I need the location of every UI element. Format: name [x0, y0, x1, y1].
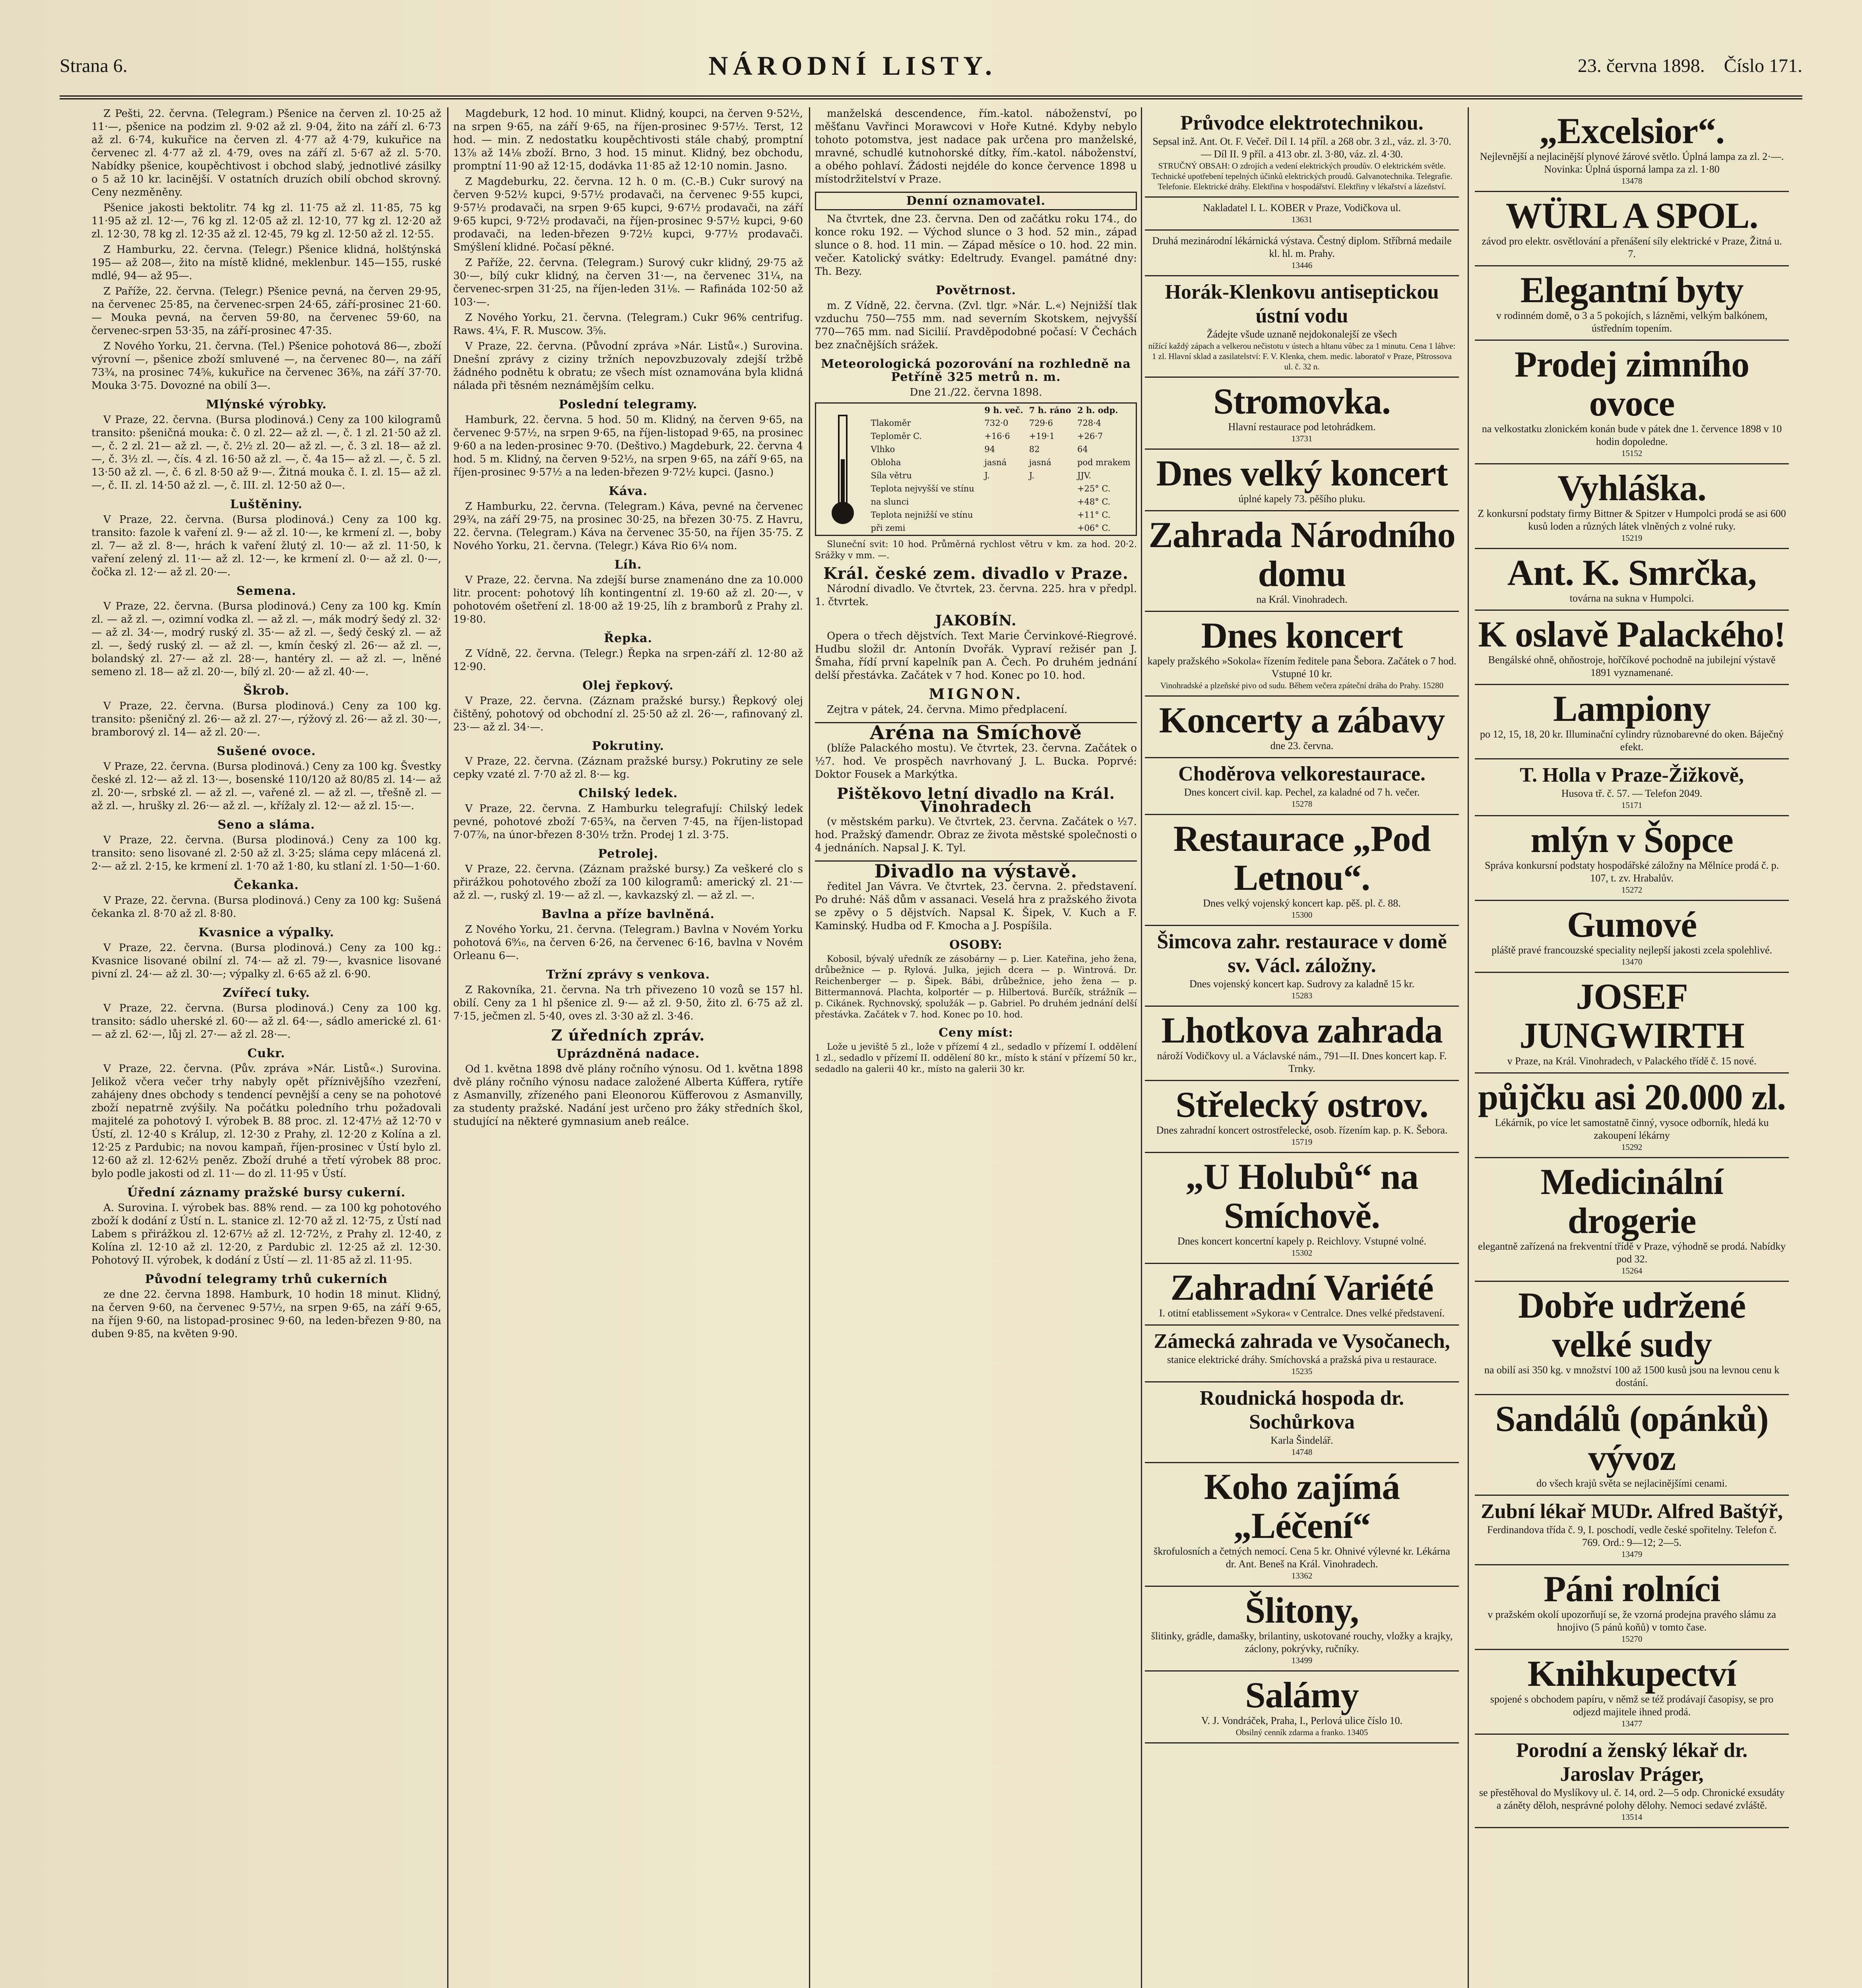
meteo-cell: 2 h. odp. [1077, 405, 1118, 415]
section-title: Pištěkovo letní divadlo na Král. Vinohradech [836, 784, 1115, 815]
ad-text: kapely pražského »Sokola« řízením ředitele pana Šebora. Začátek o 7 hod. Vstupné 10 kr. [1147, 655, 1457, 679]
advertisement [1145, 1081, 1459, 1153]
advertisement [1145, 612, 1459, 697]
ad-headline: Prodej zimního ovoce [1515, 344, 1749, 423]
paragraph: Z Magdeburku, 22. června. 12 h. 0 m. (C.-B.) Cukr surový na červen 9·52½ kupci, 9·57½ prodavači, na červenec 9·55 kupci, 9·57½ prodavači, na srpen 9·65 kupci, 9·67½ prodavači, na září 9·65 kupci, 9·72½ prodavači, na říjen-prosinec 9·57½ kupci, 9·60 prodavači, na leden-březen 9·72½ kupci, 9·77½ prodavači. Smýšlení klidné. Počasí pěkné. [453, 176, 803, 253]
paragraph: V Praze, 22. června. (Bursa plodinová.) Ceny za 100 kg. Švestky české zl. 12·— až zl. 13·—, bosenské 110/120 až 80/85 zl. 14·— až zl. 20·—, srbské zl. — až zl. —, vařené zl. — až zl. —, třešně zl. — až zl. —, hrušky zl. 26·— až zl. —, křížaly zl. 12·— až zl. 15·—. [91, 761, 441, 812]
text-column-2 [453, 107, 803, 1988]
section-title: Původní telegramy trhů cukerních [145, 1272, 388, 1286]
meteo-cell: 94 [984, 445, 995, 454]
paragraph: V Praze, 22. června. (Bursa plodinová.) Ceny za 100 kg. Kmín zl. — až zl. —, ozimní vodka zl. — až zl. —, mák modrý šedý zl. 32·— až zl. 34·—, modrý ruský zl. 35·— až zl. —, šedý český zl. — až zl. —, šedý ruský zl. — až zl. —, kmín český zl. 26·— až zl. —, bolandský zl. 27·— až zl. 28·—, hantéry zl. — až zl. —, lněné semeno zl. 18— až zl. 20·—, bílý zl. 20·— až zl. 40·—. [91, 600, 441, 678]
advertisement [1475, 1496, 1789, 1565]
ad-headline: Stromovka. [1213, 381, 1391, 421]
ad-headline: Elegantní byty [1520, 270, 1744, 310]
advertisement [1475, 192, 1789, 266]
meteo-row [869, 456, 1136, 469]
paragraph: Z Hamburku, 22. června. (Telegr.) Pšenice klidná, holštýnská 195— až 208—, žito na místě klidné, meklenbur. 145—155, ruské mdlé, 94— až 95—. [91, 244, 441, 282]
ad-text: v rodinném domě, o 3 a 5 pokojích, s lázněmi, velkým balkónem, ústředním topením. [1496, 310, 1768, 334]
ad-text: úplné kapely 73. pěšího pluku. [1238, 493, 1365, 505]
ad-headline: K oslavě Palackého! [1478, 614, 1786, 654]
ad-text: spojené s obchodem papíru, v němž se též prodávají časopisy, se pro odjezd majitele ihned prodá. [1490, 1693, 1774, 1718]
paragraph: V Praze, 22. června. Z Hamburku telegrafují: Chilský ledek pevné, pohotové zboží 7·65¾, na červen 7·45, na říjen-listopad 7·07⅞, na únor-březen 8·30½ tržn. Prodej 1 zl. 3·75. [453, 803, 803, 841]
issue-date: 23. června 1898. [1577, 55, 1705, 76]
ad-footnote: 15235 [1291, 1367, 1313, 1376]
advertisement [1145, 1153, 1459, 1264]
paragraph: V Praze, 22. června. (Bursa plodinová.) Ceny za 100 kg.: Kvasnice lisované obilní zl. 74·— až zl. 79·—, kvasnice lisované pivní zl. 24·— až zl. 30·—; výpalky zl. 6·65 až zl. 6·90. [91, 942, 441, 980]
meteo-note: Sluneční svit: 10 hod. Průměrná rychlost větru v km. za hod. 20·2. Srážky v mm. —. [815, 540, 1137, 561]
meteo-row [869, 509, 1136, 522]
advertisement [1475, 266, 1789, 341]
advertisement [1475, 1650, 1789, 1735]
paragraph: V Praze, 22. června. (Bursa plodinová.) Ceny za 100 kg. transito: seno lisované zl. 2·50 až zl. 3·25; sláma cepy mlácená zl. 2·— až zl. 2·15, ke krmení zl. 1·70 až 1·80, ku stlaní zl. 1·50—1·60. [91, 834, 441, 872]
ad-text: Lékárník, po více let samostatně činný, vysoce odborník, hledá ku zakoupení lékárny [1495, 1117, 1769, 1141]
advertisement [1475, 759, 1789, 816]
meteo-cell: 82 [1029, 445, 1040, 454]
section-title: JAKOBÍN. [935, 612, 1017, 629]
ad-text: V. J. Vondráček, Praha, I., Perlová ulice číslo 10. [1201, 1715, 1403, 1726]
section-title: Řepka. [604, 631, 652, 645]
page-number: Strana 6. [60, 55, 128, 76]
ad-footnote: 13478 [1621, 176, 1643, 186]
section-title: Denní oznamovatel. [815, 192, 1137, 210]
ad-headline: Zahradní Variété [1170, 1267, 1433, 1308]
advertisement [1145, 758, 1459, 815]
ad-footnote: 15219 [1621, 533, 1643, 543]
advertisement [1475, 973, 1789, 1074]
section-title: Úřední záznamy pražské bursy cukerní. [127, 1186, 406, 1200]
meteo-cell: 728·4 [1077, 418, 1102, 428]
ad-headline: WÜRL A SPOL. [1505, 195, 1758, 236]
advertisement [1145, 926, 1459, 1007]
ad-text: Dnes koncert koncertní kapely p. Reichlovy. Vstupné volné. [1177, 1235, 1427, 1247]
advertisement [1145, 1264, 1459, 1326]
paragraph: Zejtra v pátek, 24. června. Mimo předplacení. [827, 704, 1068, 716]
paragraph: V Praze, 22. června. Na zdejší burse znamenáno dne za 10.000 litr. procent: pohotový líh kontingentní zl. 19·60 až zl. 20·—, v pohotovém ošetření zl. 18·00 až 19·25, líh z bramborů z Prahy zl. 19·80. [453, 574, 803, 625]
text-column-3 [815, 107, 1137, 1988]
section-title: Mlýnské výrobky. [206, 398, 327, 412]
advertisement-area [1145, 107, 1789, 1988]
section-title: Ceny míst: [939, 1026, 1013, 1040]
advertisement [1145, 1587, 1459, 1672]
meteo-table [869, 404, 1136, 535]
meteo-cell: Teplota nejvyšší ve stínu [871, 484, 974, 493]
ad-text: Nejlevnější a nejlacinější plynové žárové světlo. Úplná lampa za zl. 2·—. Novinka: Úplná úsporná lampa za zl. 1·80 [1480, 151, 1784, 175]
meteo-cell: J. [984, 471, 990, 480]
text-column-1 [91, 107, 441, 1988]
paragraph: V Praze, 22. června. (Záznam pražské bursy.) Řepkový olej čištěný, pohotový od obchodní zl. 25·50 až zl. 26·—, rafinovaný zl. 23·— až zl. 34·—. [453, 695, 803, 733]
ad-footnote: 13514 [1621, 1812, 1643, 1822]
ad-footnote: 14748 [1291, 1447, 1313, 1457]
paragraph: Z Nového Yorku, 21. června. (Telegram.) Bavlna v Novém Yorku pohotová 6⁹⁄₁₆, na červen 6·26, na červenec 6·16, bavlna v Novém Orleanu 6—. [453, 924, 803, 962]
column-rule [1468, 107, 1469, 1988]
ads-column-left [1145, 107, 1459, 1988]
paragraph: ředitel Jan Vávra. Ve čtvrtek, 23. června. 2. představení. Po druhé: Náš dům v assanaci. Veselá hra z pražského života se zpěvy o 5 dějstvích. Napsal K. Šipek, V. Kuch a F. Kaminský. Hudba od F. Kmocha a J. Pospíšila. [815, 881, 1137, 932]
meteo-cell [1028, 495, 1076, 509]
advertisement [1145, 1007, 1459, 1081]
section-title: Olej řepkový. [582, 679, 674, 693]
column-rule [1141, 107, 1142, 1988]
meteo-table-box [815, 402, 1137, 536]
meteo-cell [983, 495, 1027, 509]
ad-text: Hlavní restaurace pod letohrádkem. [1228, 421, 1376, 433]
paragraph: V Praze, 22. června. (Pův. zpráva »Nár. Listů«.) Surovina. Jelikož včera večer trhy nabyly opět příznivějšího vzezření, zahájeny dnes obchody s tendencí pevnější a ceny se na pohotové zboží nepatrně zvýšily. Na počátku poledního trhu požadovali majitelé za pohotový I. výrobek B. 88 proc. zl. 12·47½ až 12·70 v Ústí, zl. 12·40 s Králup, zl. 12·30 z Prahy, zl. 12·20 z Kolína a zl. 12·25 z Pardubic; na novou kampaň, říjen-prosinec v Ústí bylo zl. 12·60 až zl. 12·62½ peněz. Zboží druhé a třetí výrobek 88 proc. bylo podle jakosti od zl. 11·— do zl. 11·95 v Ústí. [91, 1063, 441, 1180]
ad-text: Dnes koncert civil. kap. Pechel, za kaladné od 7 h. večer. [1184, 786, 1420, 798]
meteo-row [869, 404, 1136, 417]
ad-headline: Gumové [1567, 904, 1697, 945]
ad-headline: Ant. K. Smrčka, [1507, 552, 1757, 593]
paragraph: Hamburk, 22. června. 5 hod. 50 m. Klidný, na červen 9·65, na červenec 9·57½, na srpen 9·65, na říjen-listopad 9·65, na prosinec 9·60 a na leden-prosinec 9·70. (Deštivo.) Magdeburk, 22. června 4 hod. 5 m. Klidný, na červen 9·52½, na srpen 9·65, na září 9·65, na říjen-prosinec 9·57½ a na leden-březen 9·72½ kupci. (Jasno.) [453, 414, 803, 478]
meteo-cell: +25° C. [1077, 484, 1111, 493]
column-rule [447, 107, 448, 1988]
paragraph: Dne 21./22. června 1898. [910, 386, 1042, 398]
ad-text: Správa konkursní podstaty hospodářské záložny na Mělníce prodá č. p. 107, t. zv. Hrabalův. [1484, 860, 1779, 884]
ad-headline: „U Holubů“ na Smíchově. [1185, 1156, 1418, 1236]
meteo-row [869, 469, 1136, 482]
ad-text: se přestěhoval do Myslíkovy ul. č. 14, ord. 2—5 odp. Chronické exsudáty a záněty děloh, nesprávné polohy dělohy. Nemoci sedavé zvláště. [1479, 1787, 1785, 1811]
meteo-cell [983, 522, 1027, 535]
ad-headline: Dnes koncert [1201, 615, 1403, 656]
meteo-cell: Vlhko [871, 445, 895, 454]
ad-headline: Dobře udržené velké sudy [1518, 1285, 1746, 1365]
ad-footnote: 15292 [1621, 1142, 1643, 1152]
ad-footnote: 13731 [1291, 434, 1313, 443]
ad-text: Nakladatel I. L. KOBER v Praze, Vodičkova ul. [1203, 202, 1401, 214]
section-title: Semena. [236, 584, 297, 598]
ad-headline: Vyhláška. [1557, 468, 1706, 508]
ad-headline: Šlitony, [1245, 1590, 1359, 1631]
ad-headline: Sandálů (opánků) vývoz [1495, 1398, 1769, 1478]
section-title: Luštěniny. [230, 497, 303, 511]
advertisement [1145, 450, 1459, 511]
meteo-cell [983, 509, 1027, 522]
meteo-cell [983, 482, 1027, 495]
meteo-cell: Tlakoměr [871, 418, 911, 428]
ad-headline: Medicinální drogerie [1540, 1161, 1723, 1241]
meteo-row [869, 443, 1136, 456]
meteo-cell: 7 h. ráno [1029, 405, 1071, 415]
ad-text: Husova tř. č. 57. — Telefon 2049. [1561, 788, 1703, 799]
paragraph: V Praze, 22. června. (Původní zpráva »Nár. Listů«.) Surovina. Dnešní zprávy z ciziny tržních nepovzbuzovaly zdejší tržbě žádného podnětu k obratu; ze všech míst oznamována byla klidná nálada při těsném neznámějším celku. [453, 340, 803, 392]
ad-footnote: 15272 [1621, 885, 1643, 895]
ad-text: šlitinky, grádle, damašky, brilantiny, uskotované rouchy, vložky a krajky, záclony, pokrývky, ručníky. [1151, 1630, 1453, 1654]
meteo-row [869, 495, 1136, 509]
ad-footnote: Vinohradské a plzeňské pivo od sudu. Během večera zpáteční dráha do Prahy. 15280 [1160, 681, 1444, 690]
ad-headline: Dnes velký koncert [1156, 453, 1448, 493]
paragraph: Od 1. května 1898 dvě plány ročního výnosu. Od 1. května 1898 dvě plány ročního výnosu nadace založené Alberta Kúffera, rytíře z Asmanvilly, zřízeného pani Eleonorou Küfferovou z Asmanvilly, za studenty pražské. Nadání jest určeno pro žáky středních škol, studující na některé gymnasium aneb reálce. [453, 1063, 803, 1128]
section-title: Petrolej. [598, 847, 658, 861]
section-title: Tržní zprávy s venkova. [546, 968, 710, 982]
ad-text: stanice elektrické dráhy. Smíchovská a pražská piva u restaurace. [1167, 1354, 1437, 1365]
meteo-cell: Obloha [871, 458, 901, 467]
ad-footnote: 13362 [1291, 1571, 1313, 1580]
advertisement [1475, 1565, 1789, 1650]
thermometer-illustration [816, 404, 869, 535]
meteo-cell [1028, 509, 1076, 522]
paragraph: V Praze, 22. června. (Bursa plodinová.) Ceny za 100 kilogramů transito: pšeničná mouka: č. 0 zl. 22— až zl. —, č. 1 zl. 21·50 až zl. —, č. 2 zl. 21— až zl. —, č. 2½ zl. 20— až zl. —, č. 3 zl. 18— až zl. —, č. 3½ zl. —, čís. 4 zl. 16·50 až zl. —, č. 4a 15— až zl. —, č. 5 zl. 13·50 až zl. —, č. 6 zl. 8·50 až 9·—. Žitná mouka č. I. zl. 15— až zl. —, č. II. zl. 14·50 až zl. —, č. III. zl. 12·50 až 0—. [91, 414, 441, 491]
ad-headline: Restaurace „Pod Letnou“. [1173, 818, 1431, 898]
ad-text: škrofulosních a četných nemocí. Cena 5 kr. Ohnivé výlevné kr. Lékárna dr. Ant. Beneš na Král. Vinohradech. [1154, 1545, 1450, 1570]
section-title: Povětrnost. [936, 283, 1016, 297]
paragraph: Na čtvrtek, dne 23. června. Den od začátku roku 174., do konce roku 192. — Východ slunce o 3 hod. 52 min., západ slunce o 8. hod. 11 min. — Západ měsíce o 10. hod. 22 min. večer. Katolický svátky: Edeltrudy. Evangel. památné dny: Th. Bezy. [815, 213, 1137, 278]
ad-text: Žádejte všude uznaně nejdokonalejší ze všech [1206, 328, 1397, 340]
ad-text: dne 23. června. [1270, 740, 1334, 751]
meteo-cell: 9 h. več. [984, 405, 1023, 415]
ad-text: nároží Vodičkovy ul. a Václavské nám., 791—II. Dnes koncert kap. F. Trnky. [1157, 1050, 1447, 1074]
paragraph: V Praze, 22. června. (Záznam pražské bursy.) Pokrutiny ze sele cepky vzaté zl. 7·70 až zl. 8·— kg. [453, 755, 803, 780]
paragraph: V Praze, 22. června. (Bursa plodinová.) Ceny za 100 kg. transito: pšeničný zl. 26·— až zl. 27·—, rýžový zl. 26·— až zl. 30·—, bramborový zl. 14— až zl. 20·—. [91, 700, 441, 738]
advertisement [1145, 1672, 1459, 1743]
paragraph: Z Paříže, 22. června. (Telegram.) Surový cukr klidný, 29·75 až 30·—, bílý cukr klidný, na červen 31·—, na červenec 31¼, na červenec-srpen 31·25, na říjen-leden 31⅛. — Rafináda 102·50 až 103·—. [453, 257, 803, 308]
paragraph: V Praze, 22. června. (Bursa plodinová.) Ceny za 100 kg: Sušená čekanka zl. 8·70 až zl. 8·80. [91, 895, 441, 920]
ad-headline: Zámecká zahrada ve Vysočanech, [1154, 1330, 1450, 1353]
ad-headline: Páni rolníci [1544, 1569, 1720, 1609]
section-title: Král. české zem. divadlo v Praze. [823, 564, 1129, 583]
ad-text: Bengálské ohně, ohňostroje, hořčíkové pochodně na jubilejní výstavě 1891 vyznamenané. [1488, 654, 1776, 678]
paragraph: Pšenice jakosti bektolitr. 74 kg zl. 11·75 až zl. 11·85, 75 kg 11·95 až zl. 12·—, 76 kg zl. 12·05 až zl. 12·10, 77 kg zl. 12·20 až zl. 12·30, 78 kg zl. 12·35 až zl. 12·45, 79 kg zl. 12·50 až zl. 12·55. [91, 202, 441, 240]
section-title: Meteorologická pozorování na rozhledně na Petříně 325 metrů n. m. [821, 357, 1131, 384]
ad-text: na obilí asi 350 kg. v množství 100 až 1500 kusů jsou na levnou cenu k dostání. [1484, 1364, 1780, 1388]
ad-footnote: nížící každý zápach a velkerou nečistotu v ústech a hltanu vůbec za 1 minutu. Cena 1 láhve: 1 zl. Hlavní sklad a zasilatelství: F. V. Klenka, chem. medic. laboratoř v Praze, Pštrossova ul. č. 32 n. [1148, 341, 1456, 371]
ads-column-right [1475, 107, 1789, 1988]
ad-text: v pražském okolí upozorňují se, že vzorná prodejna pravého slámu za hnojivo (5 pánů koňů) v tomto čase. [1488, 1609, 1776, 1633]
masthead-title: NÁRODNÍ LISTY. [708, 50, 997, 81]
ad-headline: Choděrova velkorestaurace. [1178, 763, 1426, 785]
advertisement [1145, 511, 1459, 612]
advertisement [1145, 1326, 1459, 1382]
meteo-cell: 64 [1077, 445, 1088, 454]
section-title: Z úředních zpráv. [551, 1026, 705, 1044]
meteo-cell: +19·1 [1029, 431, 1055, 441]
ad-footnote: 15278 [1291, 799, 1313, 809]
ad-footnote: 15270 [1621, 1634, 1643, 1644]
ad-headline: mlýn v Šopce [1530, 819, 1733, 860]
ad-text: Karla Šindelář. [1270, 1435, 1333, 1446]
paragraph: Z Rakovníka, 21. června. Na trh přivezeno 10 vozů se 157 hl. obilí. Ceny za 1 hl pšenice zl. 9·— až zl. 9·50, žito zl. 6·75 až zl. 7·15, ječmen zl. 5·40, oves zl. 3·30 až zl. 3·46. [453, 984, 803, 1022]
meteo-cell: při zemi [871, 523, 906, 533]
meteo-cell: +16·6 [984, 431, 1010, 441]
meteo-cell: Teplota nejnižší ve stínu [871, 510, 973, 520]
advertisement [1145, 231, 1459, 276]
advertisement [1475, 341, 1789, 464]
section-title: Škrob. [243, 684, 289, 698]
meteo-cell: jasná [1029, 458, 1051, 467]
ad-text: pláště pravé francouzské speciality nejlepší jakosti zcela spolehlivé. [1491, 944, 1773, 956]
ad-text: do všech krajů světa se nejlacinějšími cenami. [1536, 1477, 1728, 1489]
meteo-cell: +06° C. [1077, 523, 1111, 533]
ad-text: závod pro elektr. osvětlování a přenášení síly elektrické v Praze, Žitná u. 7. [1482, 235, 1782, 260]
section-title: Uprázdněná nadace. [556, 1047, 700, 1061]
paragraph: m. Z Vídně, 22. června. (Zvl. tlgr. »Nár. L.«) Nejnižší tlak vzduchu 750—755 mm. nad severním Skotskem, nejvyšší 770—765 mm. nad Sicilií. Pravděpodobné počasí: V Čechách bez značnějších srážek. [815, 300, 1137, 351]
paragraph: Z Hamburku, 22. června. (Telegram.) Káva, pevné na červenec 29¾, na září 29·75, na prosinec 30·25, na březen 30·75. Z Havru, 22. června. (Telegram.) Káva na červenec 35·50, na říjen 35·75. Z Nového Yorku, 21. června. (Telegr.) Káva Rio 6¼ nom. [453, 501, 803, 552]
section-title: Bavlna a příze bavlněná. [541, 907, 715, 921]
ad-headline: Lhotkova zahrada [1161, 1010, 1443, 1050]
section-title: Aréna na Smíchově [815, 722, 1137, 740]
advertisement [1145, 697, 1459, 758]
section-title: Divadlo na výstavě. [815, 860, 1137, 878]
ad-headline: Salámy [1245, 1675, 1359, 1715]
advertisement [1145, 815, 1459, 926]
ad-headline: „Excelsior“. [1539, 111, 1724, 151]
section-title: OSOBY: [949, 938, 1003, 952]
section-title: Kvasnice a výpalky. [198, 926, 334, 940]
meteo-cell: 732·0 [984, 418, 1009, 428]
ad-headline: Průvodce elektrotechnikou. [1180, 112, 1424, 134]
meteo-cell: +26·7 [1077, 431, 1103, 441]
section-title: Líh. [614, 558, 642, 572]
ad-text: továrna na sukna v Humpolci. [1569, 592, 1694, 604]
ad-headline: Koncerty a zábavy [1159, 700, 1445, 740]
ad-footnote: 15171 [1621, 800, 1643, 810]
ad-footnote: 15152 [1621, 448, 1643, 458]
ad-text: Dnes velký vojenský koncert kap. pěš. pl. č. 88. [1203, 897, 1401, 909]
page-header [60, 36, 1802, 99]
ad-headline: Zahrada Národního domu [1148, 514, 1455, 594]
meteo-cell [869, 404, 983, 417]
issue-info [1578, 55, 1802, 77]
ad-headline: T. Holla v Praze-Žižkově, [1520, 764, 1744, 786]
advertisement [1145, 1382, 1459, 1463]
paragraph: V Praze, 22. června. (Bursa plodinová.) Ceny za 100 kg. transito: sádlo uherské zl. 60·— až zl. 64·—, sádlo americké zl. 61·— až zl. 62·—, lůj zl. 27·— až zl. 28·—. [91, 1002, 441, 1041]
advertisement [1475, 816, 1789, 901]
advertisement [1475, 611, 1789, 685]
ad-footnote: 15264 [1621, 1266, 1643, 1276]
meteo-row [869, 482, 1136, 495]
advertisement [1475, 1074, 1789, 1158]
advertisement [1475, 549, 1789, 611]
ad-footnote: 13479 [1621, 1549, 1643, 1559]
paragraph: Z Nového Yorku, 21. června. (Telegram.) Cukr 96% centrifug. Raws. 4¼, F. R. Muscow. 3⅝. [453, 312, 803, 337]
ad-footnote: STRUČNÝ OBSAH: O zdrojích a vedení elektrických proudův. O elektrickém světle. Technické upotřebení tepelných účinků elektrických proudů. Galvanotechnika. Telegrafie. Telefonie. Elektrické dráhy. Elektřina v hospodářství. Elektřiny v lékařství a lázeňství. [1151, 161, 1453, 191]
advertisement [1475, 1735, 1789, 1828]
meteo-row [869, 522, 1136, 535]
ad-footnote: 15283 [1291, 991, 1313, 1000]
meteo-cell: na slunci [871, 497, 909, 507]
paragraph: Magdeburk, 12 hod. 10 minut. Klidný, koupci, na červen 9·52½, na srpen 9·65, na září 9·65, na říjen-prosinec 9·57½. Terst, 12 hod. — min. Z nedostatku koupěchtivosti stále chabý, promptní 13⅞ až 14⅛ zboží. Brno, 3 hod. 15 minut. Klidný, bez obchodu, promptní 11·90 až 12·15, dodávka 11·85 až 12·10 nomin. Jasno. [453, 108, 803, 172]
meteo-cell: 729·6 [1029, 418, 1053, 428]
meteo-cell: +11° C. [1077, 510, 1111, 520]
meteo-cell: pod mrakem [1077, 458, 1131, 467]
ad-text: Ferdinandova třída č. 9, I. poschodí, vedle české spořitelny. Telefon č. 769. Ord.: 9—12; 2—5. [1487, 1524, 1777, 1548]
section-title: MIGNON. [929, 686, 1023, 703]
paragraph: A. Surovina. I. výrobek bas. 88% rend. — za 100 kg pohotového zboží k dodání z Ústí n. L. stanice zl. 12·70 až zl. 12·75, z Ústí nad Labem s přirážkou zl. 12·67½ až zl. 12·72½, z Prahy zl. 12·40, z Kolína zl. 12·10 až zl. 12·20, z Pardubic zl. 12·25 až zl. 12·30. Pohotový II. výrobek, k dodání z Ústí — zl. 11·85 až zl. 11·95. [91, 1202, 441, 1266]
ad-text: Sepsal inž. Ant. Ot. F. Večeř. Díl I. 14 příl. a 268 obr. 3 zl., váz. zl. 3·70. — Díl II. 9 příl. a 413 obr. zl. 3·80, váz. zl. 4·30. [1152, 136, 1451, 160]
ad-headline: Střelecký ostrov. [1175, 1084, 1428, 1125]
ad-headline: Zubní lékař MUDr. Alfred Baštýř, [1481, 1500, 1783, 1523]
ad-text: po 12, 15, 18, 20 kr. Illuminační cylindry různobarevné do oken. Báječný efekt. [1480, 728, 1784, 753]
issue-number: Číslo 171. [1724, 55, 1802, 76]
paragraph: Z Paříže, 22. června. (Telegr.) Pšenice pevná, na červen 29·95, na červenec 25·85, na červenec-srpen 24·65, září-prosinec 21·60. — Mouka pevná, na červen 59·80, na červenec 59·60, na červenec-srpen 53·35, na září-prosinec 47·35. [91, 285, 441, 337]
section-title: Pokrutiny. [592, 739, 664, 753]
ad-headline: Horák-Klenkovu antiseptickou ústní vodu [1165, 281, 1439, 327]
ad-headline: Knihkupectví [1527, 1653, 1736, 1694]
section-title: Seno a sláma. [217, 818, 315, 832]
section-title: Chilský ledek. [578, 786, 678, 800]
paragraph: (blíže Palackého mostu). Ve čtvrtek, 23. června. Začátek o ½7. hod. Ve prospěch navrhovaný J. L. Bucka. Poprvé: Doktor Fousek a Markýtka. [815, 742, 1137, 780]
advertisement [1145, 276, 1459, 378]
paragraph: Z Vídně, 22. června. (Telegr.) Řepka na srpen-září zl. 12·80 až 12·90. [453, 648, 803, 673]
ad-footnote: 15300 [1291, 910, 1313, 920]
paragraph: V Praze, 22. června. (Bursa plodinová.) Ceny za 100 kg. transito: fazole k vaření zl. 9·— až zl. 10·—, ke krmení zl. —, boby zl. 7— až zl. 8·—, hrách k vaření žlutý zl. 10·— až zl. 11·50, k vaření zelený zl. 11·— až zl. 12·—, ke krmení zl. 0·— až zl. 0·—, čočka zl. 12·— až zl. 20·—. [91, 514, 441, 578]
meteo-cell: Síla větru [871, 471, 912, 480]
advertisement [1475, 1282, 1789, 1395]
ad-footnote: 15719 [1291, 1137, 1313, 1147]
paragraph: Z Pešti, 22. června. (Telegram.) Pšenice na červen zl. 10·25 až 11·—, pšenice na podzim zl. 9·02 až zl. 9·04, žito na září zl. 6·73 až zl. 6·74, kukuřice na červen zl. 4·77 až 4·79, kukuřice na červenec zl. 4·77 až zl. 4·79, oves na září zl. 5·67 až zl. 5·70. Nabídky pšenice, koupěchtivost i obchod slabý, jednotlivé zásilky o 5 až 10 kr. lacinější. V ostatních druzích obilí obchod skrovný. Ceny nezměněny. [91, 108, 441, 198]
section-title: Sušené ovoce. [217, 744, 316, 758]
ad-text: elegantně zařízená na frekventní třídě v Praze, výhodně se prodá. Nabídky pod 32. [1478, 1241, 1786, 1265]
paragraph: V Praze, 22. června. (Záznam pražské bursy.) Za veškeré clo s přirážkou pohotového zboží za 100 kilogramů: americký zl. 21·— až zl. —, ruský zl. 19·— až zl. —, kavkazský zl. — až zl. —. [453, 863, 803, 901]
ad-footnote: 13499 [1291, 1656, 1313, 1665]
advertisement [1145, 107, 1459, 198]
meteo-cell: Teploměr C. [871, 431, 922, 441]
ad-text: na velkostatku zlonickém konán bude v pátek dne 1. července 1898 v 10 hodin dopoledne. [1482, 423, 1782, 447]
ad-headline: Lampiony [1553, 688, 1711, 729]
ad-headline: půjčku asi 20.000 zl. [1478, 1077, 1786, 1117]
advertisement [1475, 1158, 1789, 1282]
paragraph: Kobosil, bývalý uředník ze zásobárny — p. Lier. Kateřina, jeho žena, drůbežnice — p. Rylová. Julka, jejich dcera — p. Wintrová. Dr. Reichenberger — p. Šipek. Bábi, drůbežnice, jeho žena — p. Bittermannová. Plachta, kolportér — p. Hilbertová. Burčík, strážník — p. Cikánek. Rychnovský, spolužák — p. Gabriel. Po druhém jednání delší přestávka. Začátek v 7. hod. Konec po 10. hod. [815, 954, 1137, 1020]
section-title: Zvířecí tuky. [223, 986, 310, 1000]
section-title: Cukr. [247, 1046, 285, 1060]
paragraph: manželská descendence, řím.-katol. náboženství, po měšťanu Vavřinci Morawcovi v Hoře Kutné. Kdyby nebylo tohoto potomstva, jest nadace pak určena pro manželské, mravné, schudlé kutnohorské dítky, řím.-katol. náboženství, a obého pohlaví. Žádosti nejdéle do konce července 1898 u místodržitelství v Praze. [815, 108, 1137, 185]
ad-footnote: 15302 [1291, 1248, 1313, 1258]
ad-headline: Roudnická hospoda dr. Sochůrkova [1200, 1387, 1404, 1433]
meteo-cell: JJV. [1077, 471, 1091, 480]
advertisement [1475, 901, 1789, 973]
section-title: Čekanka. [234, 878, 299, 892]
ad-text: Z konkursní podstaty firmy Bittner & Spitzer v Humpolci prodá se asi 600 kusů loden a různých látek vlněných z volné ruky. [1478, 508, 1786, 532]
ad-text: Dnes zahradní koncert ostrostřelecké, osob. řízením kap. p. K. Šebora. [1156, 1124, 1448, 1136]
paragraph: Národní divadlo. Ve čtvrtek, 23. června. 225. hra v předpl. 1. čtvrtek. [815, 583, 1137, 608]
ad-text: na Král. Vinohradech. [1256, 594, 1348, 605]
ad-text: Dnes vojenský koncert kap. Sudrovy za kaladně 15 kr. [1189, 978, 1415, 990]
advertisement [1145, 198, 1459, 231]
meteo-cell: +48° C. [1077, 497, 1111, 507]
meteo-cell [1028, 482, 1076, 495]
meteo-cell: jasná [984, 458, 1007, 467]
advertisement [1145, 378, 1459, 450]
paragraph: Z Nového Yorku, 21. června. (Tel.) Pšenice pohotová 86—, zboží výrovní —, pšenice zboží smluvené —, na červenec 80—, na září 73¾, na prosinec 74⅝, kukuřice na červenec 36⅜, na září 37·70. Mouka 3·75. Dovozné na obilí 3—. [91, 340, 441, 392]
ad-footnote: Obsilný cenník zdarma a franko. 13405 [1236, 1728, 1368, 1737]
ad-footnote: 13470 [1621, 957, 1643, 967]
ad-footnote: 13477 [1621, 1719, 1643, 1728]
paragraph: (v městském parku). Ve čtvrtek, 23. června. Začátek o ½7. hod. Pražský ďamendr. Obraz ze života městské společnosti o 4 jednáních. Napsal J. K. Tyl. [815, 816, 1137, 854]
meteo-cell [1028, 522, 1076, 535]
ad-text: Druhá mezinárodní lékárnická výstava. Čestný diplom. Stříbrná medaile kl. hl. m. Prahy. [1152, 235, 1452, 259]
ad-headline: JOSEF JUNGWIRTH [1519, 976, 1744, 1056]
meteo-row [869, 417, 1136, 430]
ad-headline: Porodní a ženský lékař dr. Jaroslav Práger, [1516, 1739, 1748, 1786]
ad-text: I. otitní etablissement »Sykora« v Centralce. Dnes velké představení. [1159, 1307, 1445, 1319]
advertisement [1145, 1463, 1459, 1587]
paragraph: ze dne 22. června 1898. Hamburk, 10 hodin 18 minut. Klidný, na červen 9·60, na červenec 9·57½, na srpen 9·65, na září 9·65, na říjen 9·60, na listopad-prosinec 9·60, na leden-březen 9·80, na duben 9·85, na květen 9·90. [91, 1289, 441, 1340]
advertisement [1475, 107, 1789, 192]
ad-headline: Šimcova zahr. restaurace v domě sv. Václ. záložny. [1157, 930, 1447, 977]
ad-footnote: 13631 [1291, 215, 1313, 224]
advertisement [1475, 685, 1789, 759]
advertisement [1475, 1395, 1789, 1496]
ad-text: v Praze, na Král. Vinohradech, v Palackého třídě č. 15 nové. [1507, 1055, 1757, 1067]
column-rule [809, 107, 810, 1988]
paragraph: Lože u jeviště 5 zl., lože v přízemí 4 zl., sedadlo v přízemí I. oddělení 1 zl., sedadlo v přízemí II. oddělení 80 kr., místo k stání v přízemí 50 kr., sedadlo na galerii 40 kr., místo na galerii 30 kr. [815, 1042, 1137, 1074]
advertisement [1475, 464, 1789, 549]
section-title: Káva. [609, 484, 648, 498]
ad-footnote: 13446 [1291, 260, 1313, 270]
meteo-cell: J. [1029, 471, 1035, 480]
ad-headline: Koho zajímá „Léčení“ [1204, 1466, 1400, 1546]
paragraph: Opera o třech dějstvích. Text Marie Červinkové-Riegrové. Hudbu složil dr. Antonín Dvořák. Vypraví režisér pan J. Šmaha, řídí první kapelník pan A. Čech. Po druhém jednání delší přestávka. Začátek v 7 hod. Konec po 10. hod. [815, 630, 1137, 681]
meteo-row [869, 430, 1136, 443]
section-title: Poslední telegramy. [559, 398, 698, 412]
